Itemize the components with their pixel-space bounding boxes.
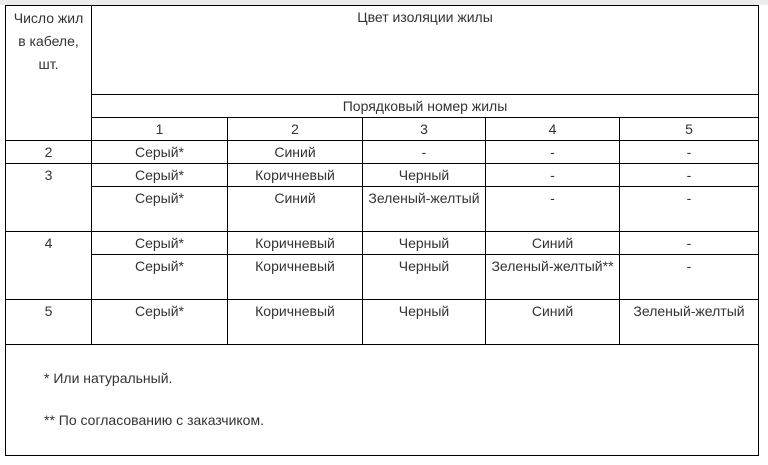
table-row [6,255,759,300]
color-cell: - [486,164,620,187]
color-header: Цвет изоляции жилы [92,6,759,95]
column-number: 5 [620,118,759,141]
table-row [6,187,759,232]
color-cell: Зеленый-желтый [620,300,759,345]
color-cell: Серый* [92,300,228,345]
color-cell: Черный [363,255,486,300]
color-cell: Черный [363,232,486,255]
color-cell: Синий [228,141,363,164]
color-cell: Серый* [92,164,228,187]
column-number: 2 [228,118,363,141]
count-cell: 2 [6,141,92,164]
color-cell: - [620,232,759,255]
color-cell: Синий [228,187,363,232]
footnote: ** По согласованию с заказчиком. [44,412,264,428]
count-cell: 3 [6,164,92,232]
order-header: Порядковый номер жилы [92,95,759,118]
cable-color-table [5,5,759,456]
color-cell: - [486,187,620,232]
color-cell: Коричневый [228,232,363,255]
color-cell: Серый* [92,141,228,164]
color-cell: - [620,255,759,300]
column-number: 3 [363,118,486,141]
footnotes [6,345,759,456]
color-cell: Серый* [92,232,228,255]
column-number: 4 [486,118,620,141]
color-cell: Коричневый [228,164,363,187]
column-numbers [6,118,759,141]
color-cell: - [620,164,759,187]
count-cell: 5 [6,300,92,345]
color-cell: Коричневый [228,255,363,300]
color-cell: Зеленый-желтый [363,187,486,232]
color-cell: Синий [486,232,620,255]
table-row [6,232,759,255]
table-row [6,164,759,187]
color-cell: Зеленый-желтый** [486,255,620,300]
color-cell: - [363,141,486,164]
footnotes-row [6,345,759,456]
color-cell: Черный [363,164,486,187]
color-cell: Серый* [92,187,228,232]
color-cell: Черный [363,300,486,345]
color-cell: Коричневый [228,300,363,345]
count-header: Число жил в кабеле, шт. [6,6,92,141]
color-cell: - [620,187,759,232]
count-cell: 4 [6,232,92,300]
table-row [6,300,759,345]
footnote: * Или натуральный. [44,370,173,386]
color-cell: Синий [486,300,620,345]
color-cell: - [620,141,759,164]
color-cell: - [486,141,620,164]
column-number: 1 [92,118,228,141]
color-cell: Серый* [92,255,228,300]
table-row [6,141,759,164]
